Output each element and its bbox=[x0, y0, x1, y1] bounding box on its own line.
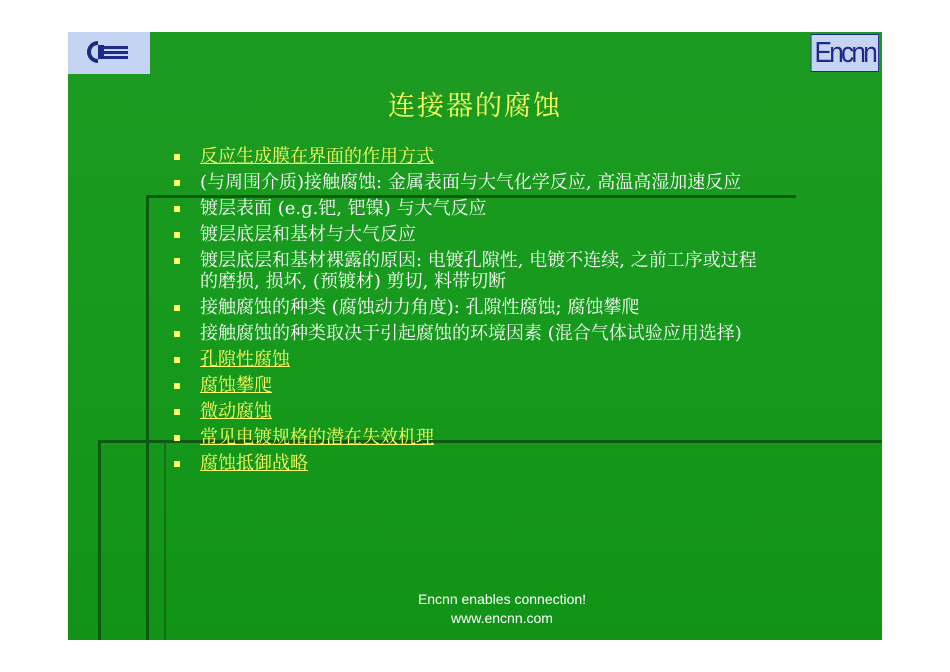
footer-website: www.encnn.com bbox=[451, 610, 553, 626]
bullet-item: 镀层底层和基材与大气反应 bbox=[172, 224, 772, 245]
bullet-item[interactable]: 孔隙性腐蚀 bbox=[172, 349, 772, 370]
encnn-logo: Encnn bbox=[811, 34, 879, 72]
slide-footer bbox=[68, 590, 882, 628]
bullet-item: (与周围介质)接触腐蚀: 金属表面与大气化学反应, 高温高湿加速反应 bbox=[172, 172, 772, 193]
bullet-item: 镀层表面 (e.g.钯, 钯镍) 与大气反应 bbox=[172, 198, 772, 219]
bullet-item: 镀层底层和基材裸露的原因: 电镀孔隙性, 电镀不连续, 之前工序或过程的磨损, 损坏, (预镀材) 剪切, 料带切断 bbox=[172, 250, 772, 292]
footer-tagline: Encnn enables connection! bbox=[417, 591, 587, 607]
company-logo-left bbox=[68, 32, 150, 74]
bullet-item[interactable]: 微动腐蚀 bbox=[172, 401, 772, 422]
bullet-item: 接触腐蚀的种类取决于引起腐蚀的环境因素 (混合气体试验应用选择) bbox=[172, 323, 772, 344]
bullet-item: 接触腐蚀的种类 (腐蚀动力角度): 孔隙性腐蚀; 腐蚀攀爬 bbox=[172, 297, 772, 318]
bullet-item[interactable]: 常见电镀规格的潜在失效机理 bbox=[172, 427, 772, 448]
connector-logo-icon bbox=[86, 41, 132, 63]
slide-title: 连接器的腐蚀 bbox=[388, 91, 562, 122]
bullet-item[interactable]: 腐蚀攀爬 bbox=[172, 375, 772, 396]
decorative-rule bbox=[146, 195, 149, 640]
bullet-item[interactable]: 反应生成膜在界面的作用方式 bbox=[172, 146, 772, 167]
bullet-list bbox=[172, 146, 772, 479]
bullet-item[interactable]: 腐蚀抵御战略 bbox=[172, 453, 772, 474]
slide bbox=[68, 32, 882, 640]
